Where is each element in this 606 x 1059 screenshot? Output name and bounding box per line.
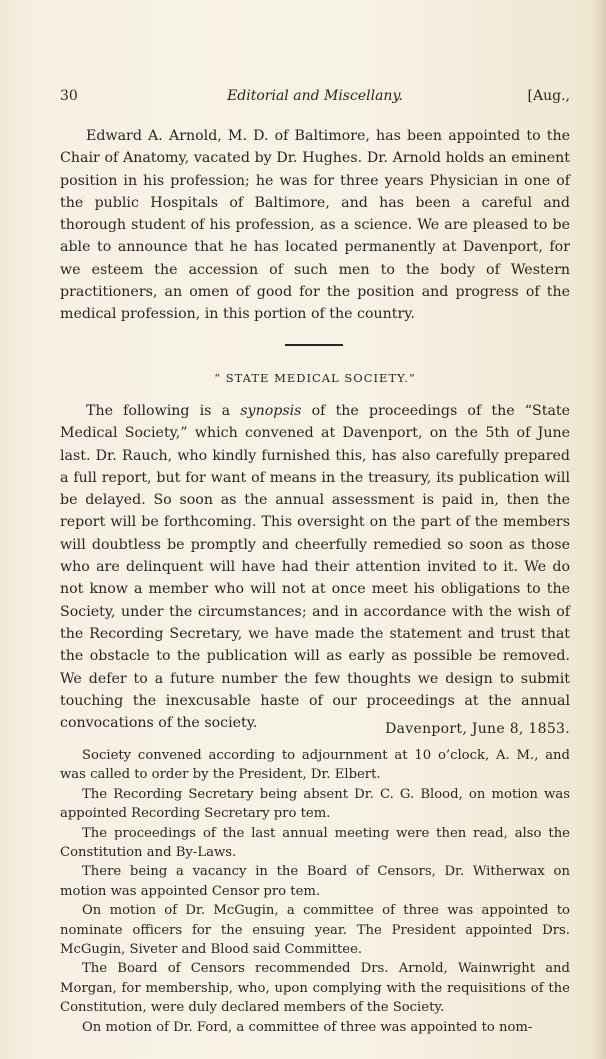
minutes-paragraph: On motion of Dr. Ford, a committee of three was appointed to nom- [82,1019,533,1035]
text-run: of the proceedings of the “State Medical Society,” which convened at Davenport, on the 5th of June last. Dr. Rauch, who kindly furnished this, has also carefully prepared a full report, but for want of means in the treasury, its publication will be delayed. So soon as the annual assessment is paid in, then the report will be forthcoming. This oversight on the part of the members will doubtless be promptly and cheerfully remedied so soon as those who are delinquent will have had their attention invited to it. We do not know a member who will not at once meet his obligations to the Society, under the circumstances; and in accordance with the wish of the Recording Secretary, we have made the statement and trust that the obstacle to the publication will as early as possible be removed. We defer to a future number the few thoughts we design to submit touching the inexcusable haste of our proceedings at the annual convocations of the society. [60,403,571,732]
paragraph-text [60,400,570,734]
emphasis-text: synopsis [240,403,302,419]
minutes-paragraph: The Board of Censors recommended Drs. Arnold, Wainwright and Morgan, for membership, who, upon complying with the requisitions of the Constitution, were duly declared members of the Society. [60,961,570,1016]
running-header-date: [Aug., [527,88,570,104]
section-divider [285,344,343,346]
page-number: 30 [60,88,78,104]
section-heading: “ STATE MEDICAL SOCIETY.” [214,371,416,385]
text-run: The following is a [86,403,241,419]
running-title: Editorial and Miscellany. [227,88,403,104]
page-edge-shadow [592,0,606,1059]
minutes-paragraph: The proceedings of the last annual meeting were then read, also the Constitution and By-Laws. [60,825,570,861]
paragraph-text: Edward A. Arnold, M. D. of Baltimore, has been appointed to the Chair of Anatomy, vacated by Dr. Hughes. Dr. Arnold holds an eminent position in his profession; he was for three years Physician in one of the public Hospitals of Baltimore, and has been a careful and thorough student of his profession, as a science. We are pleased to be able to announce that he has located permanently at Davenport, for we esteem the accession of such men to the body of Western practitioners, an omen of good for the position and progress of the medical profession, in this portion of the country. [60,128,570,323]
dateline: Davenport, June 8, 1853. [385,721,570,737]
meeting-minutes [60,746,570,1037]
minutes-paragraph: On motion of Dr. McGugin, a committee of three was appointed to nominate officers for the ensuing year. The President appointed Drs. McGugin, Siveter and Blood said Committee. [60,903,570,958]
synopsis-paragraph [60,400,570,734]
minutes-paragraph: There being a vacancy in the Board of Censors, Dr. Witherwax on motion was appointed Censor pro tem. [60,864,570,899]
arnold-paragraph [60,125,570,326]
minutes-paragraph: The Recording Secretary being absent Dr. C. G. Blood, on motion was appointed Recording Secretary pro tem. [60,786,570,822]
minutes-paragraph: Society convened according to adjournment at 10 o’clock, A. M., and was called to order by the President, Dr. Elbert. [60,748,570,783]
running-header [60,88,570,112]
